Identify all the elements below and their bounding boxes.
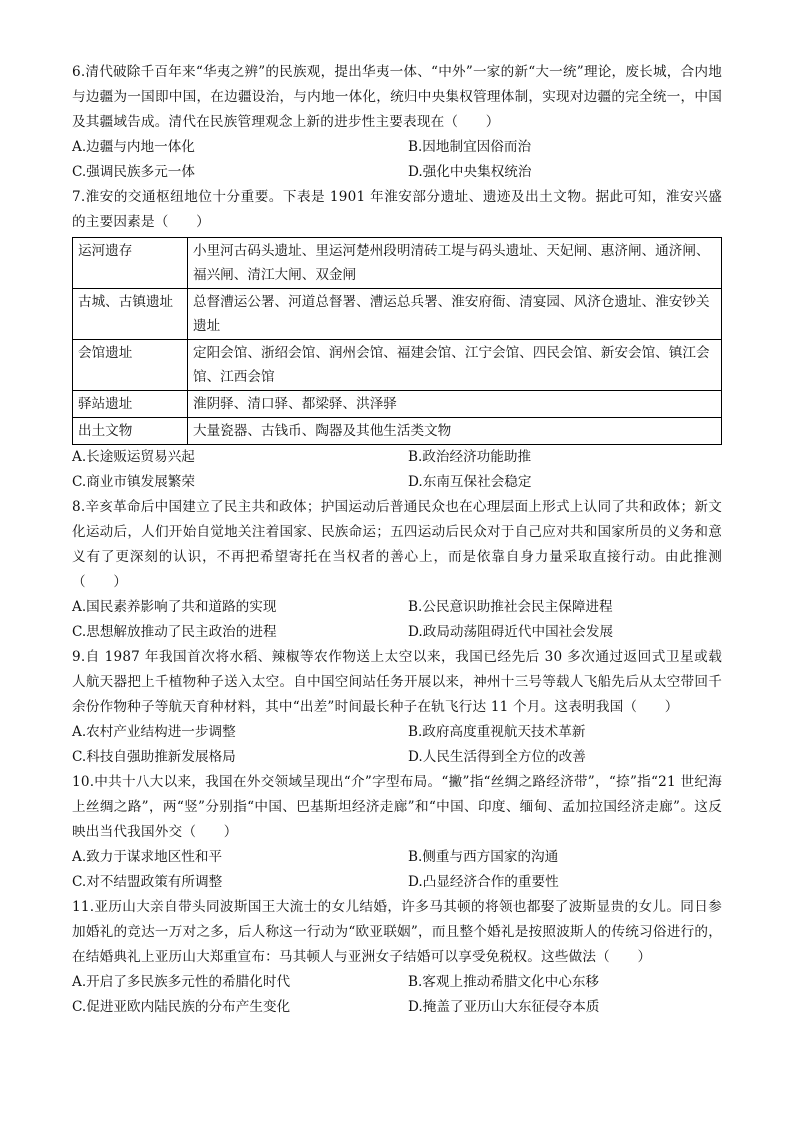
question-10 [72,770,722,895]
question-stem: 8.辛亥革命后中国建立了民主共和政体；护国运动后普通民众也在心理层面上形式上认同了共和政体；新文化运动后，人们开始自觉地关注着国家、民族命运；五四运动后民众对于自己应对共和国家所员的义务和意义有了更深刻的认识，不再把希望寄托在当权者的善心上，而是依靠自身力量采取直接行动。由此推测（ ） [72,499,722,590]
options-grid [72,845,722,895]
question-stem: 7.淮安的交通枢纽地位十分重要。下表是 1901 年淮安部分遗址、遗迹及出土文物。据此可知，淮安兴盛的主要因素是（ ） [72,189,722,230]
table-row [73,238,722,289]
option-d[interactable]: D.凸显经济合作的重要性 [408,874,559,890]
option-d[interactable]: D.掩盖了亚历山大东征侵夺本质 [408,999,600,1015]
option-b[interactable]: B.政府高度重视航天技术革新 [408,724,586,740]
question-stem: 10.中共十八大以来，我国在外交领域呈现出“介”字型布局。“撇”指“丝绸之路经济带”，“捺”指“21 世纪海上丝绸之路”，两“竖”分别指“中国、巴基斯坦经济走廊”和“中国、印度、缅甸、孟加拉国经济走廊”。这反映出当代我国外交（ ） [72,774,722,840]
table-cell-content: 小里河古码头遗址、里运河楚州段明清砖工堤与码头遗址、天妃闸、惠济闸、通济闸、福兴闸、清江大闸、双金闸 [188,238,722,289]
option-d[interactable]: D.强化中央集权统治 [408,164,532,180]
option-c[interactable]: C.科技自强助推新发展格局 [72,749,236,765]
question-6 [72,60,722,185]
option-a[interactable]: A.开启了多民族多元性的希腊化时代 [72,974,291,990]
table-cell-content: 总督漕运公署、河道总督署、漕运总兵署、淮安府衙、清宴园、风济仓遗址、淮安钞关遗址 [188,289,722,340]
exam-page [72,60,722,1020]
table-cell-content: 定阳会馆、浙绍会馆、润州会馆、福建会馆、江宁会馆、四民会馆、新安会馆、镇江会馆、江西会馆 [188,340,722,391]
question-stem: 9.自 1987 年我国首次将水稻、辣椒等农作物送上太空以来，我国已经先后 30 多次通过返回式卫星或载人航天器把上千植物种子送入太空。自中国空间站任务开展以来，神州十三号等载人飞船先后从太空带回千余份作物种子等航天育种材料，其中“出差”时间最长种子在轨飞行达 11 个月。这表明我国（ ） [72,649,722,715]
option-c[interactable]: C.思想解放推动了民主政治的进程 [72,624,277,640]
option-d[interactable]: D.政局动荡阻碍近代中国社会发展 [408,624,614,640]
option-b[interactable]: B.公民意识助推社会民主保障进程 [408,599,613,615]
option-c[interactable]: C.商业市镇发展繁荣 [72,474,195,490]
table-row [73,418,722,445]
table-row [73,340,722,391]
options-grid [72,720,722,770]
table-cell-category: 驿站遗址 [73,391,188,418]
option-a[interactable]: A.致力于谋求地区性和平 [72,849,223,865]
table-cell-category: 出土文物 [73,418,188,445]
option-c[interactable]: C.促进亚欧内陆民族的分布产生变化 [72,999,291,1015]
option-b[interactable]: B.政治经济功能助推 [408,449,532,465]
question-9 [72,645,722,770]
option-c[interactable]: C.对不结盟政策有所调整 [72,874,223,890]
option-a[interactable]: A.边疆与内地一体化 [72,139,195,155]
options-grid [72,595,722,645]
option-a[interactable]: A.农村产业结构进一步调整 [72,724,236,740]
options-grid [72,135,722,185]
table-cell-category: 古城、古镇遗址 [73,289,188,340]
question-7 [72,185,722,495]
question-stem: 11.亚历山大亲自带头同波斯国王大流士的女儿结婚，许多马其顿的将领也都娶了波斯显贵的女儿。同日参加婚礼的竞达一万对之多，后人称这一行动为“欧亚联姻”，而且整个婚礼是按照波斯人的传统习俗进行的，在结婚典礼上亚历山大郑重宣布：马其顿人与亚洲女子结婚可以享受免税权。这些做法（ ） [72,899,722,965]
table-row [73,289,722,340]
table-row [73,391,722,418]
option-a[interactable]: A.长途贩运贸易兴起 [72,449,195,465]
question-11 [72,895,722,1020]
option-a[interactable]: A.国民素养影响了共和道路的实现 [72,599,277,615]
table-cell-category: 会馆遗址 [73,340,188,391]
table-cell-content: 大量瓷器、古钱币、陶器及其他生活类文物 [188,418,722,445]
option-d[interactable]: D.东南互保社会稳定 [408,474,532,490]
question-8 [72,495,722,645]
question-stem: 6.清代破除千百年来“华夷之辨”的民族观，提出华夷一体、“中外”一家的新“大一统”理论，废长城，合内地与边疆为一国即中国，在边疆设治，与内地一体化，统归中央集权管理体制，实现对边疆的完全统一，中国及其疆域告成。清代在民族管理观念上新的进步性主要表现在（ ） [72,64,722,130]
options-grid [72,445,722,495]
option-b[interactable]: B.客观上推动希腊文化中心东移 [408,974,600,990]
table-cell-content: 淮阴驿、清口驿、都梁驿、洪泽驿 [188,391,722,418]
option-b[interactable]: B.因地制宜因俗而治 [408,139,532,155]
sites-table [72,237,722,445]
option-c[interactable]: C.强调民族多元一体 [72,164,195,180]
table-cell-category: 运河遗存 [73,238,188,289]
option-d[interactable]: D.人民生活得到全方位的改善 [408,749,586,765]
option-b[interactable]: B.侧重与西方国家的沟通 [408,849,559,865]
options-grid [72,970,722,1020]
